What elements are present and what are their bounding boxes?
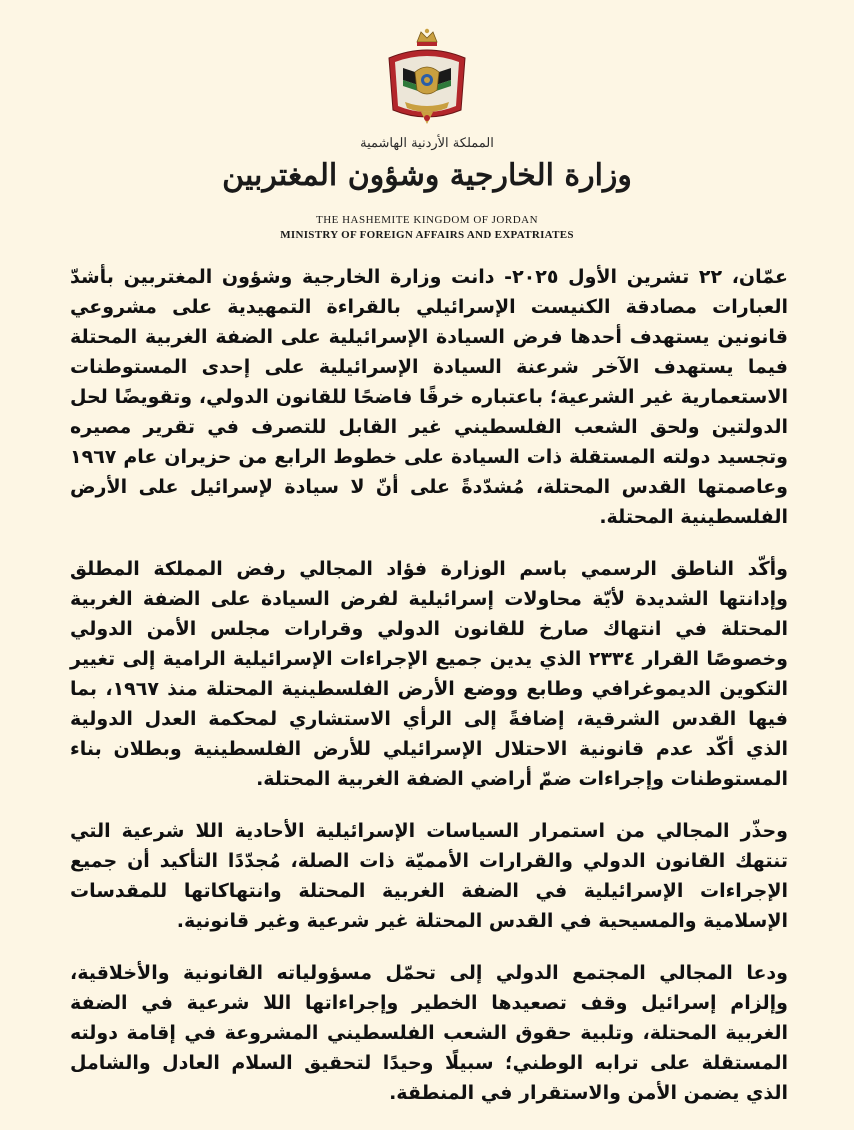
- statement-paragraph-2: وأكّد الناطق الرسمي باسم الوزارة فؤاد المجالي رفض المملكة المطلق وإدانتها الشديدة لأيّة محاولات إسرائيلية لفرض السيادة على الضفة الغربية المحتلة في انتهاك صارخ للقانون الدولي وقرارات مجلس الأمن الدولي وخصوصًا القرار ٢٣٣٤ الذي يدين جميع الإجراءات الإسرائيلية الرامية إلى تغيير التكوين الديموغرافي وطابع ووضع الأرض الفلسطينية المحتلة منذ ١٩٦٧، بما فيها القدس الشرقية، إضافةً إلى الرأي الاستشاري لمحكمة العدل الدولية الذي أكّد عدم قانونية الاحتلال الإسرائيلي للأرض الفلسطينية وبطلان بناء المستوطنات وإجراءات ضمّ أراضي الضفة الغربية المحتلة.: [70, 558, 788, 790]
- ministry-name-arabic: وزارة الخارجية وشؤون المغتربين: [222, 158, 632, 193]
- statement-paragraph-3: وحذّر المجالي من استمرار السياسات الإسرائيلية الأحادية اللا شرعية التي تنتهك القانون الدولي والقرارات الأمميّة ذات الصلة، مُجدّدًا التأكيد أن جميع الإجراءات الإسرائيلية في الضفة الغربية المحتلة وانتهاكاتها للمقدسات الإسلامية والمسيحية في القدس المحتلة غير شرعية وغير قانونية.: [70, 820, 788, 932]
- kingdom-name-english: THE HASHEMITE KINGDOM OF JORDAN: [315, 214, 539, 226]
- statement-paragraph-4: ودعا المجالي المجتمع الدولي إلى تحمّل مسؤولياته القانونية والأخلاقية، وإلزام إسرائيل وقف تصعيدها الخطير وإجراءاتها اللا شرعية في الضفة الغربية المحتلة، وتلبية حقوق الشعب الفلسطيني المشروعة في إقامة دولته المستقلة على ترابه الوطني؛ سبيلًا وحيدًا لتحقيق السلام العادل والشامل الذي يضمن الأمن والاستقرار في المنطقة.: [70, 962, 788, 1104]
- statement-paragraph-1: عمّان، ٢٢ تشرين الأول ٢٠٢٥- دانت وزارة الخارجية وشؤون المغتربين بأشدّ العبارات مصادقة الكنيست الإسرائيلي بالقراءة التمهيدية على مشروعي قانونين يستهدف أحدها فرض السيادة الإسرائيلية على الضفة الغربية المحتلة فيما يستهدف الآخر شرعنة السيادة الإسرائيلية على إحدى المستوطنات الاستعمارية غير الشرعية؛ باعتباره خرقًا فاضحًا للقانون الدولي، وتقويضًا لحل الدولتين ولحق الشعب الفلسطيني غير القابل للتصرف في تقرير مصيره وتجسيد دولته المستقلة ذات السيادة على خطوط الرابع من حزيران عام ١٩٦٧ وعاصمتها القدس المحتلة، مُشدّدةً على أنّ لا سيادة لإسرائيل على الأرض الفلسطينية المحتلة.: [70, 266, 789, 528]
- statement-body: [70, 262, 788, 1130]
- kingdom-name-arabic: المملكة الأردنية الهاشمية: [360, 136, 494, 151]
- ministry-name-english: MINISTRY OF FOREIGN AFFAIRS AND EXPATRIATES: [280, 229, 574, 241]
- hashemite-crown-emblem-icon: [381, 28, 473, 128]
